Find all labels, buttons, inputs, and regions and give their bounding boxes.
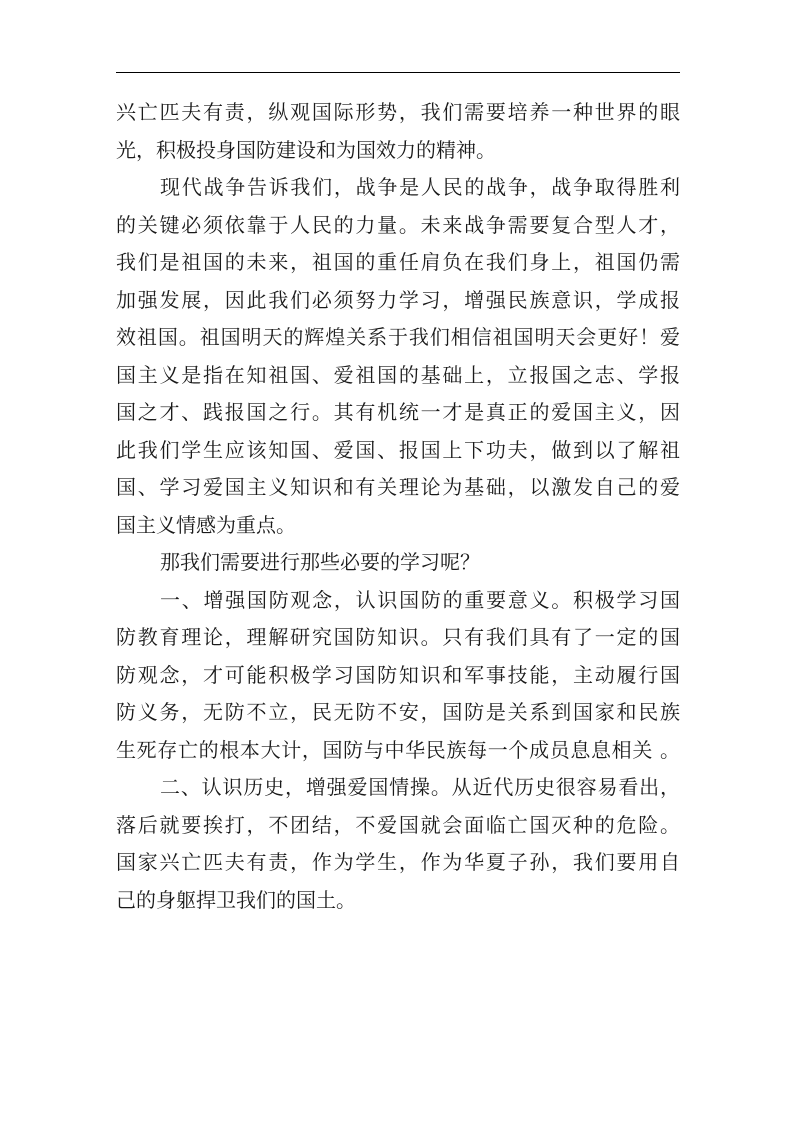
text-line: 国主义是指在知祖国、爱祖国的基础上，立报国之志、学报 xyxy=(116,362,680,387)
text-line: 防义务，无防不立，民无防不安，国防是关系到国家和民族 xyxy=(116,700,680,724)
text-line: 我们是祖国的未来，祖国的重任肩负在我们身上，祖国仍需 xyxy=(116,250,680,274)
text-line: 加强发展，因此我们必须努力学习，增强民族意识，学成报 xyxy=(116,287,680,312)
text-line: 落后就要挨打，不团结，不爱国就会面临亡国灭种的危险。 xyxy=(116,812,680,837)
text-line: 防教育理论，理解研究国防知识。只有我们具有了一定的国 xyxy=(116,625,680,649)
paragraph-3 xyxy=(116,544,680,582)
text-line: 的关键必须依靠于人民的力量。未来战争需要复合型人才， xyxy=(116,212,680,237)
text-line: 此我们学生应该知国、爱国、报国上下功夫，做到以了解祖 xyxy=(116,437,680,462)
text-line: 国家兴亡匹夫有责，作为学生，作为华夏子孙，我们要用自 xyxy=(116,850,680,874)
text-line: 二、认识历史，增强爱国情操。从近代历史很容易看出， xyxy=(160,775,680,799)
document-body xyxy=(116,94,680,919)
text-line: 防观念，才可能积极学习国防知识和军事技能，主动履行国 xyxy=(116,662,680,687)
text-line: 光，积极投身国防建设和为国效力的精神。 xyxy=(116,137,496,162)
text-line: 生死存亡的根本大计，国防与中华民族每一个成员息息相关 。 xyxy=(116,737,680,762)
paragraph-2 xyxy=(116,169,680,544)
text-line: 己的身躯捍卫我们的国土。 xyxy=(116,887,356,912)
text-line: 现代战争告诉我们，战争是人民的战争，战争取得胜利 xyxy=(160,175,680,199)
text-line: 国、学习爱国主义知识和有关理论为基础，以激发自己的爱 xyxy=(116,475,680,499)
text-line: 一、增强国防观念，认识国防的重要意义。积极学习国 xyxy=(160,587,680,612)
paragraph-4 xyxy=(116,582,680,770)
text-line: 兴亡匹夫有责，纵观国际形势，我们需要培养一种世界的眼 xyxy=(116,100,680,124)
paragraph-5 xyxy=(116,769,680,919)
text-line: 效祖国。祖国明天的辉煌关系于我们相信祖国明天会更好！爱 xyxy=(116,325,680,349)
text-line: 国之才、践报国之行。其有机统一才是真正的爱国主义，因 xyxy=(116,400,680,424)
header-rule xyxy=(116,72,680,73)
text-line: 那我们需要进行那些必要的学习呢？ xyxy=(160,550,480,574)
paragraph-1 xyxy=(116,94,680,169)
text-line: 国主义情感为重点。 xyxy=(116,512,296,537)
